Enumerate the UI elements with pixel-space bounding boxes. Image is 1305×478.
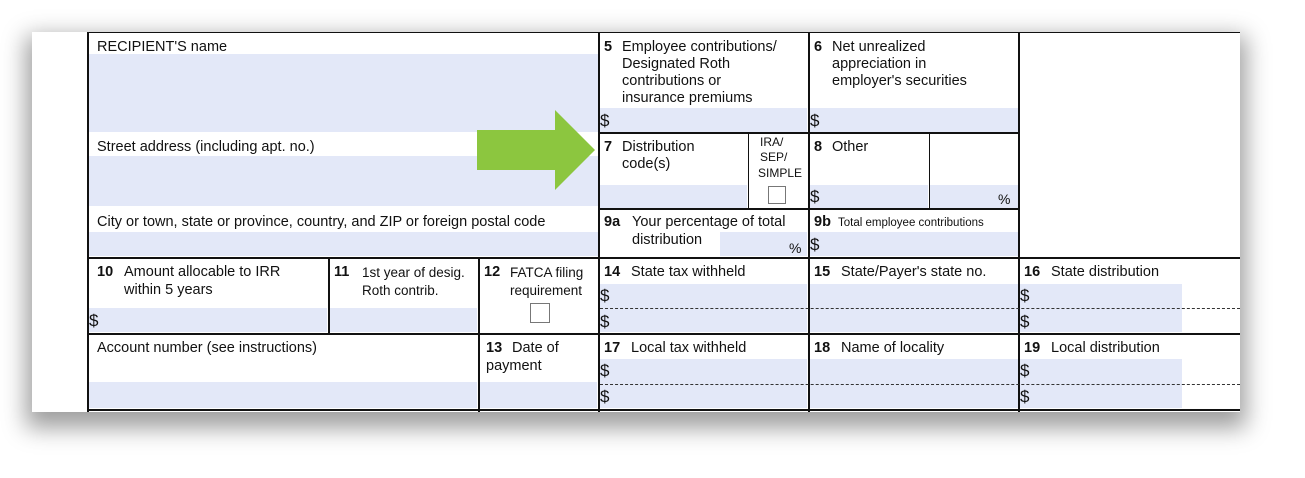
box19-number: 19 [1024, 340, 1041, 356]
divider [1018, 32, 1020, 258]
box5-label-line4: insurance premiums [622, 90, 753, 106]
ira-label-line2: SEP/ [760, 150, 788, 164]
box16-number: 16 [1024, 264, 1041, 280]
box6-label-line2: appreciation in [832, 56, 927, 72]
box9a-number: 9a [604, 214, 621, 230]
box10-number: 10 [97, 264, 114, 280]
ira-label-line1: IRA/ [760, 135, 784, 149]
form-1099r-recipient-section [32, 32, 1240, 412]
ira-sep-simple-checkbox[interactable] [768, 186, 786, 204]
left-border [87, 32, 89, 412]
box11-label-line1: 1st year of desig. [362, 265, 465, 280]
dashed-separator [600, 384, 1240, 385]
dollar-sign: $ [1020, 286, 1030, 305]
dashed-separator [600, 308, 1240, 309]
box7-label-line2: code(s) [622, 156, 671, 172]
dollar-sign: $ [810, 187, 820, 206]
dollar-sign: $ [89, 311, 99, 330]
top-border [87, 32, 1240, 33]
box5-number: 5 [604, 39, 613, 55]
dollar-sign: $ [810, 235, 820, 254]
box11-label-line2: Roth contrib. [362, 283, 439, 298]
box9b-label: Total employee contributions [838, 217, 984, 229]
box5-label-line2: Designated Roth [622, 56, 731, 72]
box6-label-line3: employer's securities [832, 73, 967, 89]
dollar-sign: $ [1020, 387, 1030, 406]
dollar-sign: $ [600, 387, 610, 406]
box7-label-line1: Distribution [622, 139, 695, 155]
box6-label-line1: Net unrealized [832, 39, 926, 55]
box9a-label-line2: distribution [632, 232, 703, 248]
box11-number: 11 [334, 264, 350, 280]
ira-label-line3: SIMPLE [758, 166, 803, 180]
dollar-sign: $ [600, 286, 610, 305]
box5-label-line1: Employee contributions/ [622, 39, 777, 55]
box19-label: Local distribution [1051, 340, 1160, 356]
box5-field[interactable] [600, 108, 807, 133]
box13-number: 13 [486, 340, 503, 356]
box18-label: Name of locality [841, 340, 945, 356]
fatca-checkbox[interactable] [530, 303, 550, 323]
divider [87, 257, 1240, 259]
box16-label: State distribution [1051, 264, 1160, 280]
box14-number: 14 [604, 264, 621, 280]
box9b-field[interactable] [810, 232, 1018, 256]
dollar-sign: $ [600, 111, 610, 130]
box6-number: 6 [814, 39, 823, 55]
box15-label: State/Payer's state no. [841, 264, 987, 280]
dollar-sign: $ [600, 361, 610, 380]
account-number-field[interactable] [89, 382, 477, 408]
box7-number: 7 [604, 139, 613, 155]
divider [87, 333, 1240, 335]
box17-number: 17 [604, 340, 621, 356]
dollar-sign: $ [600, 312, 610, 331]
account-number-label: Account number (see instructions) [97, 340, 318, 356]
box9a-label-line1: Your percentage of total [632, 214, 786, 230]
divider [598, 32, 600, 412]
city-label: City or town, state or province, country, and ZIP or foreign postal code [97, 214, 546, 230]
box6-field[interactable] [810, 108, 1018, 133]
box11-field[interactable] [329, 308, 477, 332]
box5-label-line3: contributions or [622, 73, 722, 89]
box12-number: 12 [484, 264, 501, 280]
box10-label-line2: within 5 years [124, 282, 213, 298]
recipient-name-label: RECIPIENT'S name [97, 39, 228, 55]
box10-field[interactable] [89, 308, 327, 332]
box8-label: Other [832, 139, 869, 155]
dollar-sign: $ [1020, 312, 1030, 331]
divider [328, 258, 330, 334]
divider [808, 32, 810, 412]
divider [478, 258, 480, 412]
box13-field[interactable] [479, 382, 597, 408]
box17-label: Local tax withheld [631, 340, 747, 356]
divider [748, 133, 749, 210]
box18-number: 18 [814, 340, 831, 356]
box13-label-line1: Date of [512, 340, 559, 356]
divider [929, 133, 930, 210]
dollar-sign: $ [810, 111, 820, 130]
bottom-border [87, 409, 1240, 411]
box7-field[interactable] [600, 185, 747, 209]
box13-label-line2: payment [486, 358, 542, 374]
box10-label-line1: Amount allocable to IRR [124, 264, 281, 280]
box14-label: State tax withheld [631, 264, 746, 280]
percent-sign: % [998, 191, 1011, 207]
divider [598, 132, 1018, 134]
box12-label-line2: requirement [510, 283, 583, 298]
box15-number: 15 [814, 264, 831, 280]
box8-amount-field[interactable] [810, 185, 928, 209]
divider [598, 208, 1018, 210]
street-address-label: Street address (including apt. no.) [97, 139, 315, 155]
dollar-sign: $ [1020, 361, 1030, 380]
city-field[interactable] [89, 232, 599, 256]
box8-number: 8 [814, 139, 823, 155]
form-screenshot [32, 32, 1240, 412]
percent-sign: % [789, 240, 802, 256]
box9b-number: 9b [814, 214, 831, 230]
green-arrow-icon [477, 110, 597, 190]
box12-label-line1: FATCA filing [510, 265, 584, 280]
